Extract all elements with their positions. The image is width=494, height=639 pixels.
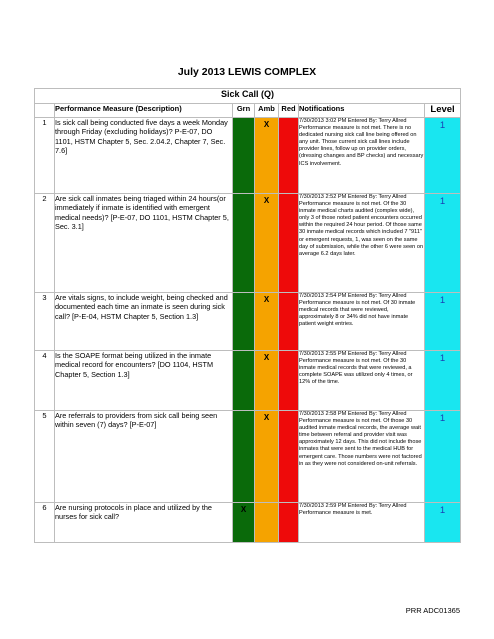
row-number: 2 xyxy=(35,194,55,293)
level-cell xyxy=(425,503,461,543)
grn-cell xyxy=(233,293,255,351)
grn-mark xyxy=(233,293,254,295)
amb-cell xyxy=(255,411,279,503)
level-cell xyxy=(425,194,461,293)
amb-cell xyxy=(255,503,279,543)
notification-text: 7/30/2013 2:52 PM Entered By: Terry Allred Performance measure is not met. Of the 30 inmate medical charts audited (complex wide), only 3 of those noted patient encounters occurred within the required 24 hour period. Of those same 30 inmate medical records which included 7 "911" or emergent requests, 1, was seen on the same day of submission, while the other 6 were seen on average 6.2 days later. xyxy=(299,194,425,293)
notification-text: 7/30/2013 2:55 PM Entered By: Terry Allred Performance measure is not met. Of the 30 inmate medical records that were reviewed, a complete SOAPE was utilized only 4 times, or 12% of the time. xyxy=(299,351,425,411)
row-number: 1 xyxy=(35,118,55,194)
row-number: 3 xyxy=(35,293,55,351)
document-title: July 2013 LEWIS COMPLEX xyxy=(177,66,317,78)
grn-mark: X xyxy=(240,505,247,514)
amb-mark: X xyxy=(263,413,270,422)
section-title: Sick Call (Q) xyxy=(35,89,461,104)
measure-description: Are nursing protocols in place and utilized by the nurses for sick call? xyxy=(55,503,233,543)
measure-description: Are vitals signs, to include weight, being checked and documented each time an inmate is seen during sick call? [P-E-04, HSTM Chapter 5, Section 1.3] xyxy=(55,293,233,351)
table-row xyxy=(35,411,461,503)
amb-mark xyxy=(255,503,278,505)
grn-column-header: Grn xyxy=(233,104,255,118)
level-value: 1 xyxy=(439,413,446,424)
level-value: 1 xyxy=(439,353,446,364)
performance-measure-table xyxy=(34,88,461,543)
table-row xyxy=(35,293,461,351)
amb-cell xyxy=(255,118,279,194)
red-mark xyxy=(279,118,298,120)
measure-description: Are sick call inmates being triaged within 24 hours(or immediately if inmate is identified with emergent medical needs)? [P-E-07, DO 1101, HSTM Chapter 5, Sec. 3.1] xyxy=(55,194,233,293)
table-row xyxy=(35,118,461,194)
red-mark xyxy=(279,293,298,295)
grn-mark xyxy=(233,411,254,413)
level-value: 1 xyxy=(439,196,446,207)
table-row xyxy=(35,503,461,543)
red-cell xyxy=(279,293,299,351)
amb-mark: X xyxy=(263,196,270,205)
measure-description: Are referrals to providers from sick call being seen within seven (7) days? [P-E-07] xyxy=(55,411,233,503)
level-column-header: Level xyxy=(425,104,461,118)
grn-cell xyxy=(233,118,255,194)
grn-mark xyxy=(233,194,254,196)
notification-text: 7/30/2013 2:54 PM Entered By: Terry Allred Performance measure is not met. Of 30 inmate medical records that were reviewed, approximately 8 or 34% did not have inmate patient weight entries. xyxy=(299,293,425,351)
table-row xyxy=(35,194,461,293)
red-mark xyxy=(279,411,298,413)
level-value: 1 xyxy=(439,120,446,131)
level-value: 1 xyxy=(439,295,446,306)
level-cell xyxy=(425,411,461,503)
red-cell xyxy=(279,411,299,503)
grn-mark xyxy=(233,118,254,120)
red-cell xyxy=(279,503,299,543)
measure-column-header: Performance Measure (Description) xyxy=(55,104,233,118)
amb-cell xyxy=(255,293,279,351)
level-cell xyxy=(425,293,461,351)
amb-cell xyxy=(255,194,279,293)
grn-cell xyxy=(233,411,255,503)
number-column-header xyxy=(35,104,55,118)
red-cell xyxy=(279,351,299,411)
red-mark xyxy=(279,503,298,505)
section-header-row xyxy=(35,89,461,104)
grn-mark xyxy=(233,351,254,353)
row-number: 5 xyxy=(35,411,55,503)
column-header-row xyxy=(35,104,461,118)
red-cell xyxy=(279,194,299,293)
grn-cell xyxy=(233,194,255,293)
red-mark xyxy=(279,194,298,196)
amb-mark: X xyxy=(263,120,270,129)
amb-cell xyxy=(255,351,279,411)
notification-text: 7/30/2013 2:59 PM Entered By: Terry Allred Performance measure is met. xyxy=(299,503,425,543)
grn-cell xyxy=(233,351,255,411)
level-cell xyxy=(425,351,461,411)
bates-number: PRR ADC01365 xyxy=(405,606,460,615)
row-number: 6 xyxy=(35,503,55,543)
notification-text: 7/30/2013 2:58 PM Entered By: Terry Allred Performance measure is not met. Of those 30 audited inmate medical records, the average wait time between referral and provider visit was approximately 12 days. This did not include those inmates that were sent to the medical HUB for emergent care. Those numbers were not factored in as they were not considered on-unit referrals. xyxy=(299,411,425,503)
notifications-column-header: Notifications xyxy=(299,104,425,118)
amb-mark: X xyxy=(263,353,270,362)
notification-text: 7/30/2013 3:02 PM Entered By: Terry Allred Performance measure is not met. There is no dedicated nursing sick call line being offered on any unit. Those current sick call lines include provider lines, follow up on provider orders, (dressing changes and BP checks) and necessary ICS involvement. xyxy=(299,118,425,194)
measure-description: Is the SOAPE format being utilized in the inmate medical record for encounters? [DO 1104, HSTM Chapter 5, Section 1.3] xyxy=(55,351,233,411)
table-row xyxy=(35,351,461,411)
grn-cell xyxy=(233,503,255,543)
level-value: 1 xyxy=(439,505,446,516)
red-cell xyxy=(279,118,299,194)
row-number: 4 xyxy=(35,351,55,411)
red-column-header: Red xyxy=(279,104,299,118)
amb-mark: X xyxy=(263,295,270,304)
level-cell xyxy=(425,118,461,194)
measure-description: Is sick call being conducted five days a week Monday through Friday (excluding holidays)? P-E-07, DO 1101, HSTM Chapter 5, Sec. 2.04.2, Chapter 7, Sec. 7.6] xyxy=(55,118,233,194)
red-mark xyxy=(279,351,298,353)
amb-column-header: Amb xyxy=(255,104,279,118)
